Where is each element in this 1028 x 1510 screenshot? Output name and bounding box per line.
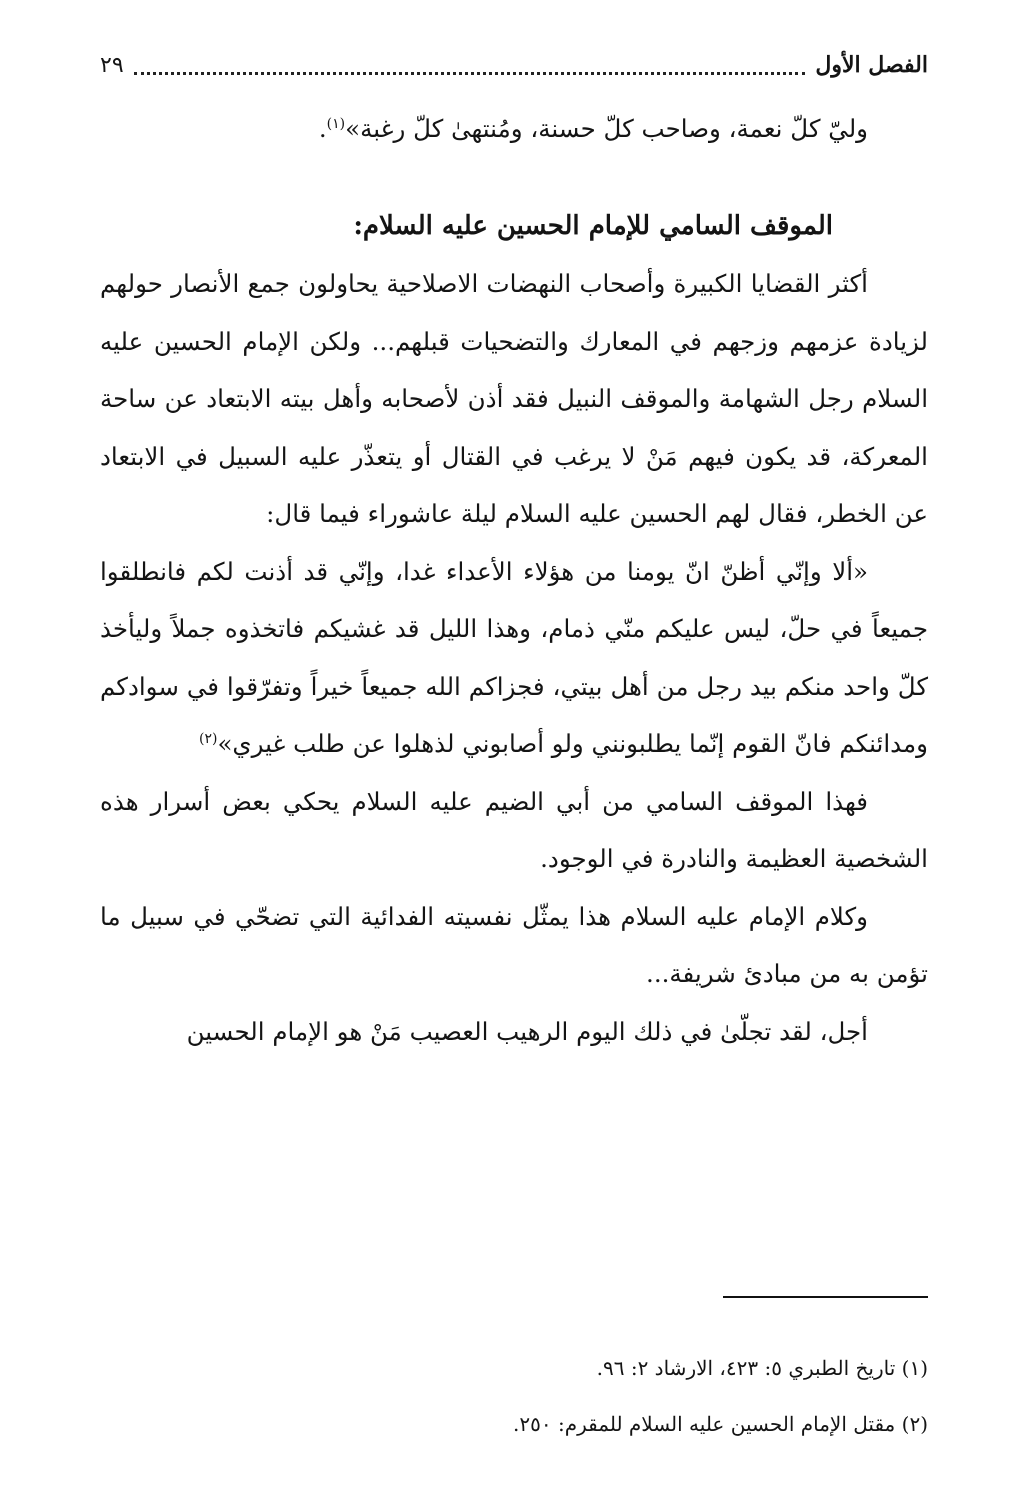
footnotes	[100, 1340, 928, 1452]
footnote-ref-2: (٢)	[198, 730, 218, 747]
header-leader-dots	[134, 72, 806, 75]
section-heading: الموقف السامي للإمام الحسين عليه السلام:	[353, 210, 833, 241]
footnote-1: (١) تاريخ الطبري ٥: ٤٢٣، الارشاد ٢: ٩٦.	[596, 1356, 928, 1380]
footnote-divider	[723, 1296, 928, 1298]
paragraph-2: فهذا الموقف السامي من أبي الضيم عليه السلام يحكي بعض أسرار هذه الشخصية العظيمة والنادرة في الوجود.	[100, 786, 928, 873]
book-page	[100, 40, 928, 1480]
paragraph-4: أجل، لقد تجلّىٰ في ذلك اليوم الرهيب العصيب مَنْ هو الإمام الحسين	[186, 1016, 868, 1046]
section-gap	[100, 158, 928, 198]
page-number: ٢٩	[100, 52, 124, 78]
paragraph-3: وكلام الإمام عليه السلام هذا يمثّل نفسيته الفدائية التي تضحّي في سبيل ما تؤمن به من مبادئ شريفة...	[100, 901, 928, 988]
opening-line-text: وليّ كلّ نعمة، وصاحب كلّ حسنة، ومُنتهىٰ كلّ رغبة»	[345, 114, 868, 143]
footnote-ref-1: (١)	[326, 115, 346, 132]
footnote-2: (٢) مقتل الإمام الحسين عليه السلام للمقرم: ٢٥٠.	[513, 1412, 928, 1436]
chapter-title: الفصل الأول	[815, 52, 928, 78]
quote-paragraph	[100, 543, 928, 773]
main-text	[100, 100, 928, 1060]
quote-text: «ألا وإنّي أظنّ انّ يومنا من هؤلاء الأعداء غدا، وإنّي قد أذنت لكم فانطلقوا جميعاً في حلّ، ليس عليكم منّي ذمام، وهذا الليل قد غشيكم فاتخذوه جملاً وليأخذ كلّ واحد منكم بيد رجل من أهل بيتي، فجزاكم الله جميعاً خيراً وتفرّقوا في سوادكم ومدائنكم فانّ القوم إنّما يطلبونني ولو أصابوني لذهلوا عن طلب غيري»	[100, 556, 928, 758]
running-header	[100, 40, 928, 90]
opening-line: وليّ كلّ نعمة، وصاحب كلّ حسنة، ومُنتهىٰ كلّ رغبة»$^{(١)}$.	[318, 114, 868, 143]
paragraph-1: أكثر القضايا الكبيرة وأصحاب النهضات الاصلاحية يحاولون جمع الأنصار حولهم لزيادة عزمهم وزجهم في المعارك والتضحيات قبلهم... ولكن الإمام الحسين عليه السلام رجل الشهامة والموقف النبيل فقد أذن لأصحابه وأهل بيته الابتعاد عن ساحة المعركة، قد يكون فيهم مَنْ لا يرغب في القتال أو يتعذّر عليه السبيل في الابتعاد عن الخطر، فقال لهم الحسين عليه السلام ليلة عاشوراء فيما قال:	[100, 269, 928, 528]
